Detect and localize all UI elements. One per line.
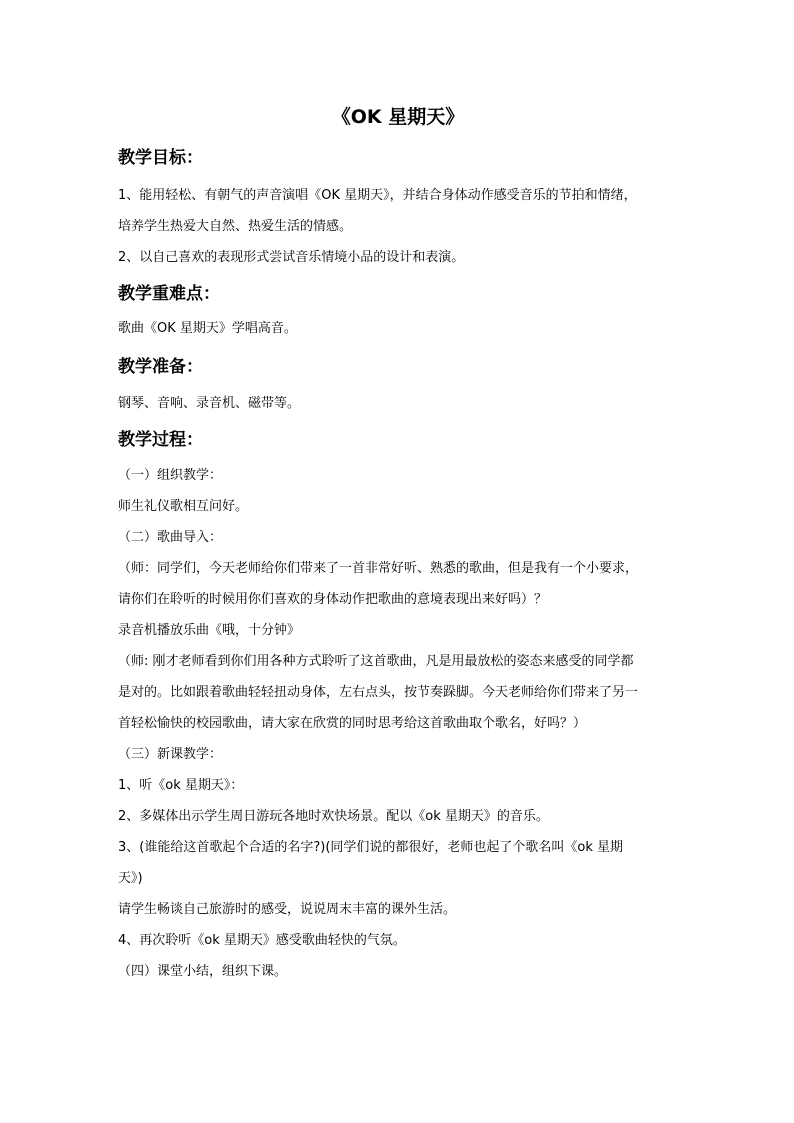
process-line: （四）课堂小结，组织下课。 <box>118 964 288 979</box>
process-line: （三）新课教学： <box>118 747 223 762</box>
difficulty-body <box>118 313 678 344</box>
goals-heading: 教学目标： <box>118 148 203 168</box>
difficulty-heading: 教学重难点： <box>118 284 220 304</box>
process-line: 2、多媒体出示学生周日游玩各地时欢快场景。配以《ok 星期天》的音乐。 <box>118 809 549 824</box>
process-line: （一）组织教学： <box>118 468 223 483</box>
difficulty-text: 歌曲《OK 星期天》学唱高音。 <box>118 321 297 336</box>
process-line: 1、听《ok 星期天》： <box>118 778 244 793</box>
process-line: 3、(谁能给这首歌起个合适的名字?)(同学们说的都很好，老师也起了个歌名叫《ok 星期 <box>118 840 624 855</box>
goals-line: 2、以自己喜欢的表现形式尝试音乐情境小品的设计和表演。 <box>118 250 465 265</box>
process-heading: 教学过程： <box>118 430 203 450</box>
process-line: （二）歌曲导入： <box>118 530 223 545</box>
preparation-body <box>118 388 678 419</box>
process-line: 是对的。比如跟着歌曲轻轻扭动身体，左右点头，按节奏跺脚。今天老师给你们带来了另一 <box>118 685 639 700</box>
process-line: 请你们在聆听的时候用你们喜欢的身体动作把歌曲的意境表现出来好吗）？ <box>118 592 548 607</box>
process-line: 首轻松愉快的校园歌曲，请大家在欣赏的同时思考给这首歌曲取个歌名，好吗？） <box>118 716 587 731</box>
document-title: 《OK 星期天》 <box>331 106 465 128</box>
goals-line: 1、能用轻松、有朝气的声音演唱《OK 星期天》，并结合身体动作感受音乐的节拍和情绪， <box>118 188 637 203</box>
process-line: 4、再次聆听《ok 星期天》感受歌曲轻快的气氛。 <box>118 933 406 948</box>
process-line: （师：同学们，今天老师给你们带来了一首非常好听、熟悉的歌曲，但是我有一个小要求， <box>118 561 639 576</box>
process-line: （师: 刚才老师看到你们用各种方式聆听了这首歌曲，凡是用最放松的姿态来感受的同学都 <box>118 654 634 669</box>
document-page <box>118 0 678 1123</box>
process-line: 天》) <box>118 871 143 886</box>
process-line: 师生礼仪歌相互问好。 <box>118 499 249 514</box>
process-line: 录音机播放乐曲《哦，十分钟》 <box>118 623 301 638</box>
preparation-heading: 教学准备： <box>118 357 203 377</box>
goals-body <box>118 180 678 273</box>
process-body <box>118 460 678 987</box>
process-line: 请学生畅谈自己旅游时的感受，说说周末丰富的课外生活。 <box>118 902 457 917</box>
preparation-text: 钢琴、音响、录音机、磁带等。 <box>118 396 301 411</box>
goals-line: 培养学生热爱大自然、热爱生活的情感。 <box>118 219 353 234</box>
